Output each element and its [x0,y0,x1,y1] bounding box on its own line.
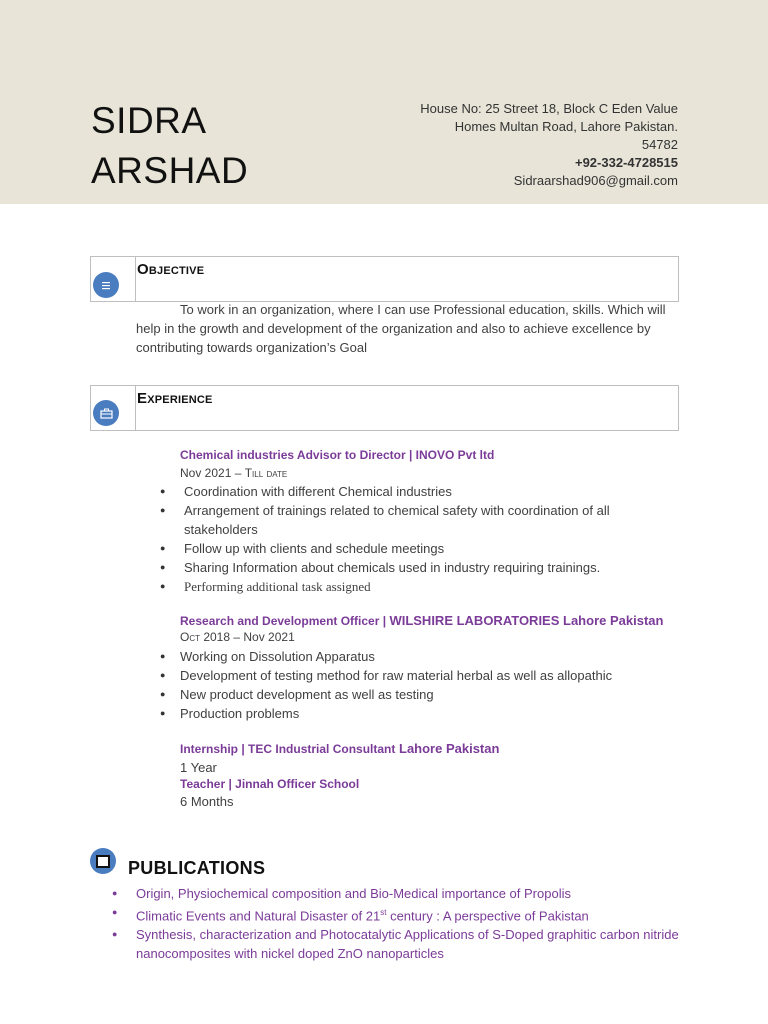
job-4-title [180,777,359,791]
list-item [112,903,682,925]
job-1-separator: | [405,448,416,462]
job-1-dates [180,466,287,480]
job-1-role: Chemical industries Advisor to Director [180,448,406,462]
briefcase-icon [93,400,119,426]
job-4-separator: | [225,777,236,791]
list-item: ● Follow up with clients and schedule meetings [160,539,680,558]
contact-info [420,100,678,190]
list-icon [93,272,119,298]
candidate-name [91,96,248,196]
job-3-role: Internship [180,742,239,756]
job-2-dates [180,630,295,644]
publications-title: PUBLICATIONS [128,858,266,878]
publication-2-superscript: st [380,908,387,917]
job-4-role: Teacher [180,777,226,791]
job-2-date-start: Oct 2018 [180,630,231,644]
list-item: ● Production problems [160,704,680,723]
list-item: ● Development of testing method for raw material herbal as well as allopathic [160,666,680,685]
job-3-duration: 1 Year [180,760,217,775]
job-2-role: Research and Development Officer [180,614,380,628]
job-1-date-start: Nov 2021 – [180,466,245,480]
list-item: ● Arrangement of trainings related to chemical safety with coordination of all stakeholders [160,501,680,539]
job-2-duties [160,647,680,723]
list-item: ● New product development as well as testing [160,685,680,704]
job-2-separator: | [379,614,390,628]
job-2-title [180,613,663,628]
book-icon [90,848,116,874]
job-3-separator: | [238,742,249,756]
experience-section-header [90,385,679,431]
job-4-company: Jinnah Officer School [235,777,360,791]
list-item: ● Coordination with different Chemical industries [160,482,680,501]
job-1-title [180,448,494,462]
postal-code: 54782 [641,137,678,152]
list-item: ● Performing additional task assigned [160,577,680,596]
first-name: SIDRA [91,100,207,141]
list-item: ● Origin, Physiochemical composition and Bio-Medical importance of Propolis [112,884,682,903]
job-1-duties [160,482,680,596]
resume-header [0,0,768,204]
list-item: ● Working on Dissolution Apparatus [160,647,680,666]
publication-2-part-2: century : A perspective of Pakistan [386,908,589,924]
last-name: ARSHAD [91,150,249,191]
address-line-2: Homes Multan Road, Lahore Pakistan. [454,119,678,134]
publication-2-part-1: Climatic Events and Natural Disaster of 21 [136,908,381,924]
experience-icon-column [91,386,136,430]
job-3-company: TEC Industrial Consultant [248,742,396,756]
objective-icon-column [91,257,136,301]
job-1-company: INOVO Pvt ltd [415,448,495,462]
experience-title: Experience [137,390,213,407]
email-address: Sidraarshad906@gmail.com [513,173,678,188]
address-line-1: House No: 25 Street 18, Block C Eden Value [420,101,678,116]
job-4-duration: 6 Months [180,794,234,809]
job-2-date-end: – Nov 2021 [230,630,295,644]
job-2-company: WILSHIRE LABORATORIES Lahore Pakistan [389,613,664,628]
publications-list [112,884,682,963]
phone-number: +92-332-4728515 [574,155,678,170]
job-3-location: Lahore Pakistan [395,741,500,756]
objective-text: To work in an organization, where I can use Professional education, skills. Which will help in the growth and development of the organization and also to achieve excellence by contributing towards organization’s Goal [136,302,666,355]
job-1-date-end: Till date [244,466,288,480]
job-3-title [180,741,499,756]
list-item: ● Synthesis, characterization and Photocatalytic Applications of S-Doped graphitic carbon nitride nanocomposites with nickel doped ZnO nanoparticles [112,925,682,963]
objective-section-header [90,256,679,302]
objective-title: Objective [137,261,205,278]
list-item: ● Sharing Information about chemicals used in industry requiring trainings. [160,558,680,577]
